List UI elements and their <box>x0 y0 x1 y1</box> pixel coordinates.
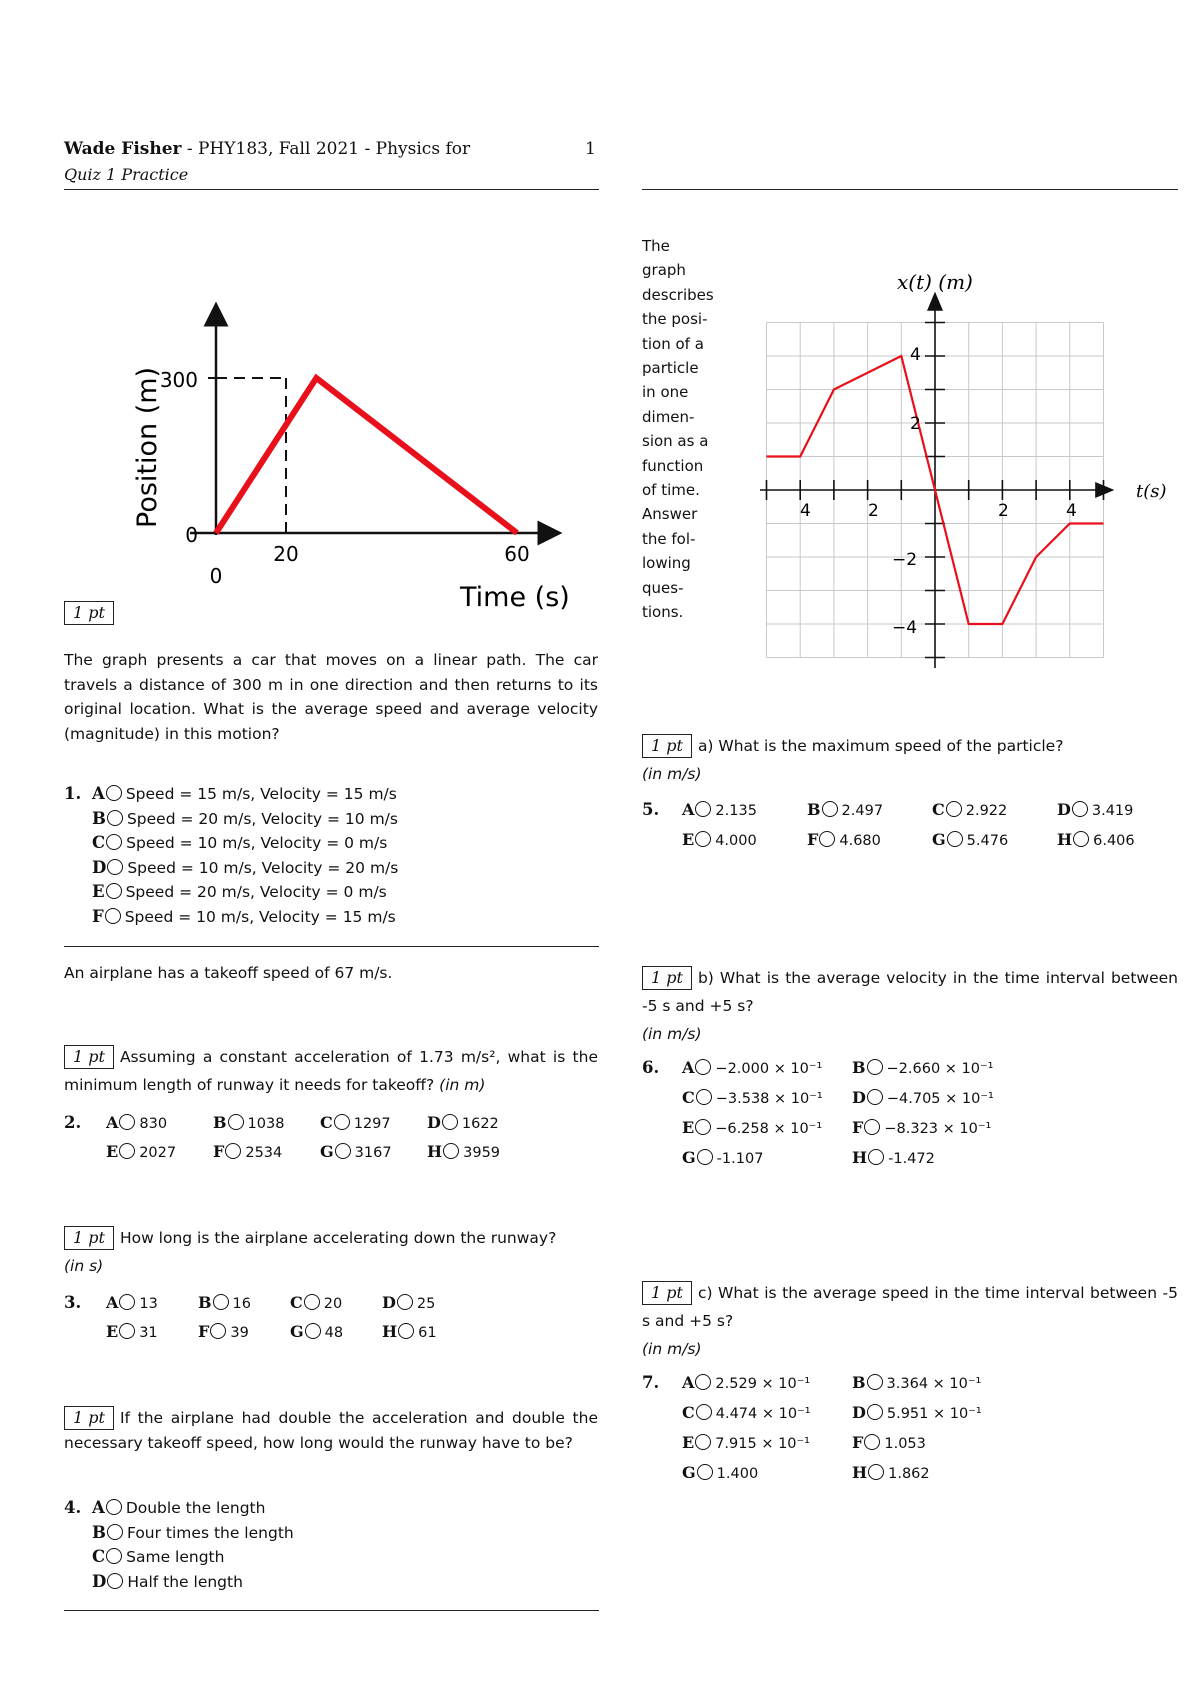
q6-text: b) What is the average velocity in the time interval between -5 s and +5 s? <box>642 969 1178 1015</box>
radio-circle-icon[interactable] <box>695 801 711 817</box>
y-axis-label: Position (m) <box>132 366 163 528</box>
q5-question <box>642 732 1178 788</box>
q7-option-letter: B <box>852 1373 866 1392</box>
header-rule-left <box>64 189 599 190</box>
graph2-ytick-2: 2 <box>910 414 921 434</box>
q7-option-a[interactable] <box>682 1373 810 1392</box>
q3-option-c[interactable] <box>290 1293 342 1312</box>
radio-circle-icon[interactable] <box>867 1374 883 1390</box>
q5-option-b[interactable] <box>807 800 883 819</box>
q2-option-h[interactable] <box>427 1142 500 1161</box>
q2-unit: (in m) <box>439 1076 486 1094</box>
radio-circle-icon[interactable] <box>304 1294 320 1310</box>
car-position-graph <box>120 300 580 620</box>
q4-option-letter: B <box>92 1522 106 1542</box>
airplane-intro: An airplane has a takeoff speed of 67 m/s. <box>64 964 393 982</box>
q4-points: 1 pt <box>64 1406 114 1430</box>
q5-option-h[interactable] <box>1057 830 1135 849</box>
radio-circle-icon[interactable] <box>119 1114 135 1130</box>
radio-circle-icon[interactable] <box>225 1143 241 1159</box>
radio-circle-icon[interactable] <box>697 1149 713 1165</box>
q5-option-letter: D <box>1057 800 1071 819</box>
q7-points: 1 pt <box>642 1281 692 1305</box>
q1-option-letter: A <box>92 784 105 803</box>
q4-number: 4. <box>64 1498 82 1517</box>
q4-option-text: Double the length <box>125 1499 266 1517</box>
q7-option-letter: G <box>682 1463 696 1482</box>
q2-question <box>64 1043 598 1099</box>
q5-option-letter: G <box>932 830 946 849</box>
description-line: dimen- <box>642 407 695 426</box>
quiz-subtitle: Quiz 1 Practice <box>64 165 189 184</box>
q6-option-h[interactable] <box>852 1148 935 1167</box>
radio-circle-icon[interactable] <box>696 1404 712 1420</box>
graph2-y-label: x(t) (m) <box>897 270 973 294</box>
q2-option-letter: D <box>427 1113 441 1132</box>
radio-circle-icon[interactable] <box>106 883 122 899</box>
radio-circle-icon[interactable] <box>106 834 122 850</box>
x-tick-label-60: 60 <box>504 542 530 566</box>
description-line: in one <box>642 383 689 402</box>
q2-points: 1 pt <box>64 1045 114 1069</box>
author-name: Wade Fisher <box>64 139 182 159</box>
q5-option-text: 4.000 <box>715 833 757 849</box>
q2-option-letter: H <box>427 1142 443 1161</box>
q4-option-text: Half the length <box>127 1572 243 1591</box>
q4-option-text: Same length <box>126 1548 225 1566</box>
q6-option-letter: G <box>682 1148 696 1167</box>
y-tick-label-0: 0 <box>185 523 198 547</box>
q6-option-letter: F <box>852 1118 864 1137</box>
radio-circle-icon[interactable] <box>398 1323 414 1339</box>
q6-option-text: −8.323 × 10⁻¹ <box>884 1121 992 1137</box>
description-line: tion of a <box>642 334 704 353</box>
q6-option-letter: B <box>852 1058 866 1077</box>
q5-option-d[interactable] <box>1057 800 1133 819</box>
q7-option-text: 3.364 × 10⁻¹ <box>886 1376 982 1392</box>
q2-option-text: 2534 <box>245 1145 283 1161</box>
q3-option-text: 61 <box>418 1325 437 1341</box>
q2-option-c[interactable] <box>320 1113 391 1132</box>
q2-option-text: 3959 <box>463 1145 501 1161</box>
graph2-xtick-4: 4 <box>1066 501 1077 521</box>
q5-option-f[interactable] <box>807 830 881 849</box>
q2-option-e[interactable] <box>106 1142 176 1161</box>
q4-option-a[interactable] <box>92 1496 294 1521</box>
q6-option-letter: H <box>852 1148 868 1167</box>
q6-option-c[interactable] <box>682 1088 823 1107</box>
q1-option-letter: E <box>92 882 105 901</box>
q6-option-letter: A <box>682 1058 695 1077</box>
q7-unit: (in m/s) <box>642 1340 702 1358</box>
graph2-ytick-neg4: −4 <box>892 618 918 638</box>
q6-option-text: −6.258 × 10⁻¹ <box>715 1121 823 1137</box>
radio-circle-icon[interactable] <box>443 1143 459 1159</box>
q3-number: 3. <box>64 1293 82 1312</box>
q2-number: 2. <box>64 1113 82 1132</box>
q5-option-a[interactable] <box>682 800 757 819</box>
page-number: 1 <box>585 139 596 159</box>
description-line: tions. <box>642 603 684 622</box>
radio-circle-icon[interactable] <box>695 831 711 847</box>
q7-option-h[interactable] <box>852 1463 930 1482</box>
q7-option-e[interactable] <box>682 1433 810 1452</box>
q3-option-h[interactable] <box>382 1322 437 1341</box>
q3-option-f[interactable] <box>198 1322 249 1341</box>
radio-circle-icon[interactable] <box>1073 831 1089 847</box>
q1-option-list <box>92 782 398 929</box>
radio-circle-icon[interactable] <box>106 1499 122 1515</box>
q7-option-d[interactable] <box>852 1403 982 1422</box>
q6-option-d[interactable] <box>852 1088 994 1107</box>
q6-unit: (in m/s) <box>642 1025 702 1043</box>
q3-option-g[interactable] <box>290 1322 343 1341</box>
q1-option-letter: D <box>92 857 107 877</box>
q2-text: Assuming a constant acceleration of 1.73 m/s², what is the minimum length of runway it needs for takeoff? <box>64 1048 598 1094</box>
q7-text: c) What is the average speed in the time interval between -5 s and +5 s? <box>642 1284 1178 1330</box>
radio-circle-icon[interactable] <box>822 801 838 817</box>
q2-option-letter: F <box>213 1142 225 1161</box>
q1-option-text: Speed = 10 m/s, Velocity = 0 m/s <box>126 834 388 852</box>
q5-option-text: 2.922 <box>965 803 1008 819</box>
q6-option-letter: C <box>682 1088 695 1107</box>
radio-circle-icon[interactable] <box>119 1323 135 1339</box>
q6-option-letter: E <box>682 1118 695 1137</box>
q2-option-f[interactable] <box>213 1142 282 1161</box>
q2-option-text: 3167 <box>354 1145 392 1161</box>
q5-option-letter: B <box>807 800 821 819</box>
q3-option-text: 13 <box>139 1296 158 1312</box>
radio-circle-icon[interactable] <box>397 1294 413 1310</box>
q5-points: 1 pt <box>642 734 692 758</box>
q7-option-f[interactable] <box>852 1433 926 1452</box>
radio-circle-icon[interactable] <box>864 1434 880 1450</box>
radio-circle-icon[interactable] <box>107 1524 123 1540</box>
q5-option-text: 5.476 <box>966 833 1009 849</box>
q7-option-letter: C <box>682 1403 695 1422</box>
radio-circle-icon[interactable] <box>868 1464 884 1480</box>
q5-option-letter: E <box>682 830 695 849</box>
q5-unit: (in m/s) <box>642 765 702 783</box>
q1-option-text: Speed = 15 m/s, Velocity = 15 m/s <box>125 785 397 803</box>
q1-option-text: Speed = 10 m/s, Velocity = 20 m/s <box>127 858 399 877</box>
radio-circle-icon[interactable] <box>334 1114 350 1130</box>
radio-circle-icon[interactable] <box>697 1464 713 1480</box>
radio-circle-icon[interactable] <box>864 1119 880 1135</box>
graph2-xtick-neg2: 2 <box>868 501 879 521</box>
q2-option-g[interactable] <box>320 1142 392 1161</box>
q1-points: 1 pt <box>64 601 114 625</box>
position-line <box>216 378 517 533</box>
radio-circle-icon[interactable] <box>1072 801 1088 817</box>
q2-option-a[interactable] <box>106 1113 167 1132</box>
radio-circle-icon[interactable] <box>819 831 835 847</box>
radio-circle-icon[interactable] <box>210 1323 226 1339</box>
q6-points: 1 pt <box>642 966 692 990</box>
divider-1 <box>64 946 599 947</box>
q4-option-c[interactable] <box>92 1545 294 1570</box>
radio-circle-icon[interactable] <box>695 1119 711 1135</box>
q1-option-c[interactable] <box>92 831 398 856</box>
q4-text: If the airplane had double the acceleration and double the necessary takeoff speed, how long would the runway have to be? <box>64 1409 598 1452</box>
q7-option-text: 1.400 <box>716 1466 759 1482</box>
graph2-x-label: t(s) <box>1136 481 1167 502</box>
q7-option-letter: H <box>852 1463 868 1482</box>
q6-option-text: -1.107 <box>716 1151 764 1167</box>
q3-option-letter: E <box>106 1322 119 1341</box>
course-title: - PHY183, Fall 2021 - Physics for <box>181 139 471 159</box>
radio-circle-icon[interactable] <box>107 1573 123 1589</box>
graph2-xtick-neg4: 4 <box>800 501 811 521</box>
q5-option-text: 2.135 <box>715 803 757 819</box>
graph2-description <box>642 234 722 625</box>
q7-option-text: 7.915 × 10⁻¹ <box>715 1436 810 1452</box>
q1-option-e[interactable] <box>92 880 398 905</box>
q6-option-letter: D <box>852 1088 866 1107</box>
q1-option-a[interactable] <box>92 782 398 807</box>
q2-option-letter: C <box>320 1113 333 1132</box>
radio-circle-icon[interactable] <box>213 1294 229 1310</box>
y-tick-label-300: 300 <box>159 368 198 392</box>
divider-2 <box>64 1610 599 1611</box>
q3-option-letter: A <box>106 1293 119 1312</box>
q3-option-letter: D <box>382 1293 396 1312</box>
q2-option-d[interactable] <box>427 1113 499 1132</box>
q3-option-text: 48 <box>324 1325 344 1341</box>
q3-option-letter: F <box>198 1322 210 1341</box>
q5-option-letter: H <box>1057 830 1073 849</box>
q1-option-letter: C <box>92 833 106 852</box>
q4-option-d[interactable] <box>92 1570 294 1595</box>
q1-option-text: Speed = 10 m/s, Velocity = 15 m/s <box>124 907 396 926</box>
description-line: describes <box>642 285 714 304</box>
q1-option-letter: F <box>92 906 104 926</box>
q5-option-text: 3.419 <box>1091 803 1134 819</box>
q6-option-f[interactable] <box>852 1118 991 1137</box>
q6-option-b[interactable] <box>852 1058 993 1077</box>
radio-circle-icon[interactable] <box>119 1143 135 1159</box>
radio-circle-icon[interactable] <box>695 1374 711 1390</box>
q1-text: The graph presents a car that moves on a linear path. The car travels a distance of 300 m in one direction and then returns to its original location. What is the average speed and average velocity (magnitude) in this motion? <box>64 651 598 743</box>
radio-circle-icon[interactable] <box>105 908 121 924</box>
graph2-xtick-2: 2 <box>998 501 1009 521</box>
x-axis-label: Time (s) <box>460 582 570 613</box>
q3-option-text: 25 <box>416 1296 436 1312</box>
q6-number: 6. <box>642 1058 660 1077</box>
q4-question <box>64 1406 598 1456</box>
q1-number: 1. <box>64 784 82 803</box>
description-line: the fol- <box>642 529 696 548</box>
q5-number: 5. <box>642 800 660 819</box>
q6-option-text: −2.660 × 10⁻¹ <box>886 1061 994 1077</box>
radio-circle-icon[interactable] <box>867 1089 883 1105</box>
q1-option-d[interactable] <box>92 856 398 881</box>
description-line: of time. <box>642 481 700 500</box>
radio-circle-icon[interactable] <box>106 785 122 801</box>
q7-option-letter: F <box>852 1433 864 1452</box>
page-header <box>64 139 470 159</box>
q3-option-a[interactable] <box>106 1293 158 1312</box>
q7-number: 7. <box>642 1373 660 1392</box>
q1-option-b[interactable] <box>92 807 398 832</box>
radio-circle-icon[interactable] <box>442 1114 458 1130</box>
q2-option-letter: B <box>213 1113 227 1132</box>
radio-circle-icon[interactable] <box>867 1404 883 1420</box>
q7-option-g[interactable] <box>682 1463 758 1482</box>
q3-option-letter: H <box>382 1322 398 1341</box>
q3-option-e[interactable] <box>106 1322 158 1341</box>
q6-option-text: −3.538 × 10⁻¹ <box>715 1091 823 1107</box>
q3-option-text: 20 <box>323 1296 343 1312</box>
q2-option-text: 830 <box>139 1116 168 1132</box>
radio-circle-icon[interactable] <box>696 1089 712 1105</box>
q6-option-g[interactable] <box>682 1148 763 1167</box>
description-line: Answer <box>642 505 698 524</box>
q5-option-text: 2.497 <box>841 803 884 819</box>
radio-circle-icon[interactable] <box>947 831 963 847</box>
q7-option-text: 1.862 <box>888 1466 930 1482</box>
q5-option-e[interactable] <box>682 830 757 849</box>
description-line: function <box>642 456 704 475</box>
description-line: particle <box>642 359 699 378</box>
q7-option-text: 1.053 <box>884 1436 926 1452</box>
radio-circle-icon[interactable] <box>305 1323 321 1339</box>
q1-option-f[interactable] <box>92 905 398 930</box>
q6-option-text: −2.000 × 10⁻¹ <box>715 1061 823 1077</box>
radio-circle-icon[interactable] <box>228 1114 244 1130</box>
graph2-ytick-neg2: −2 <box>892 550 918 570</box>
q4-option-letter: A <box>92 1498 105 1517</box>
q5-option-text: 4.680 <box>839 833 881 849</box>
q2-option-letter: A <box>106 1113 119 1132</box>
radio-circle-icon[interactable] <box>106 1548 122 1564</box>
q7-option-letter: E <box>682 1433 695 1452</box>
q6-option-text: -1.472 <box>888 1151 935 1167</box>
graph2-ytick-4: 4 <box>910 345 921 365</box>
q5-option-letter: A <box>682 800 695 819</box>
q7-option-letter: A <box>682 1373 695 1392</box>
q2-option-letter: G <box>320 1142 334 1161</box>
description-line: lowing <box>642 554 691 573</box>
q5-option-c[interactable] <box>932 800 1007 819</box>
radio-circle-icon[interactable] <box>868 1149 884 1165</box>
q3-unit: (in s) <box>64 1257 104 1275</box>
q4-option-list <box>92 1496 294 1594</box>
q6-option-a[interactable] <box>682 1058 822 1077</box>
q4-option-letter: D <box>92 1571 107 1591</box>
q3-option-b[interactable] <box>198 1293 251 1312</box>
radio-circle-icon[interactable] <box>119 1294 135 1310</box>
header-rule-right <box>642 189 1178 190</box>
q3-option-text: 39 <box>230 1325 249 1341</box>
q3-option-d[interactable] <box>382 1293 435 1312</box>
particle-position-graph <box>760 266 1180 676</box>
q3-option-text: 31 <box>139 1325 158 1341</box>
q2-option-b[interactable] <box>213 1113 284 1132</box>
q3-option-letter: C <box>290 1293 303 1312</box>
q5-text: a) What is the maximum speed of the particle? <box>697 737 1064 755</box>
radio-circle-icon[interactable] <box>867 1059 883 1075</box>
q4-option-b[interactable] <box>92 1521 294 1546</box>
q6-option-e[interactable] <box>682 1118 822 1137</box>
description-line: The <box>642 237 670 255</box>
q7-option-text: 2.529 × 10⁻¹ <box>715 1376 811 1392</box>
q3-text: How long is the airplane accelerating down the runway? <box>119 1229 557 1247</box>
q5-option-text: 6.406 <box>1093 833 1135 849</box>
radio-circle-icon[interactable] <box>107 810 123 826</box>
radio-circle-icon[interactable] <box>107 859 123 875</box>
q3-question <box>64 1224 598 1280</box>
q6-option-text: −4.705 × 10⁻¹ <box>886 1091 994 1107</box>
q5-option-letter: C <box>932 800 945 819</box>
q2-option-letter: E <box>106 1142 119 1161</box>
radio-circle-icon[interactable] <box>946 801 962 817</box>
q2-option-text: 1622 <box>461 1116 499 1132</box>
x-tick-label-0: 0 <box>209 564 223 588</box>
q7-question <box>642 1279 1178 1363</box>
q2-option-text: 1038 <box>247 1116 285 1132</box>
description-line: the posi- <box>642 310 708 329</box>
q2-option-text: 1297 <box>353 1116 391 1132</box>
q4-option-letter: C <box>92 1547 106 1566</box>
q5-option-g[interactable] <box>932 830 1008 849</box>
radio-circle-icon[interactable] <box>695 1059 711 1075</box>
radio-circle-icon[interactable] <box>695 1434 711 1450</box>
description-line: ques- <box>642 578 684 597</box>
q1-option-text: Speed = 20 m/s, Velocity = 0 m/s <box>125 883 387 901</box>
q5-option-letter: F <box>807 830 819 849</box>
q7-option-b[interactable] <box>852 1373 981 1392</box>
q3-option-text: 16 <box>232 1296 251 1312</box>
q7-option-text: 5.951 × 10⁻¹ <box>886 1406 982 1422</box>
q1-points-box <box>64 600 120 625</box>
q3-points: 1 pt <box>64 1226 114 1250</box>
q6-question <box>642 964 1178 1048</box>
q7-option-text: 4.474 × 10⁻¹ <box>715 1406 811 1422</box>
description-line: graph <box>642 261 686 280</box>
radio-circle-icon[interactable] <box>335 1143 351 1159</box>
q7-option-letter: D <box>852 1403 866 1422</box>
description-line: sion as a <box>642 432 709 451</box>
q2-option-text: 2027 <box>139 1145 177 1161</box>
q3-option-letter: B <box>198 1293 212 1312</box>
q7-option-c[interactable] <box>682 1403 811 1422</box>
x-tick-label-20: 20 <box>273 542 299 566</box>
q4-option-text: Four times the length <box>126 1523 294 1542</box>
q1-option-text: Speed = 20 m/s, Velocity = 10 m/s <box>126 809 398 828</box>
q3-option-letter: G <box>290 1322 304 1341</box>
q1-option-letter: B <box>92 808 106 828</box>
